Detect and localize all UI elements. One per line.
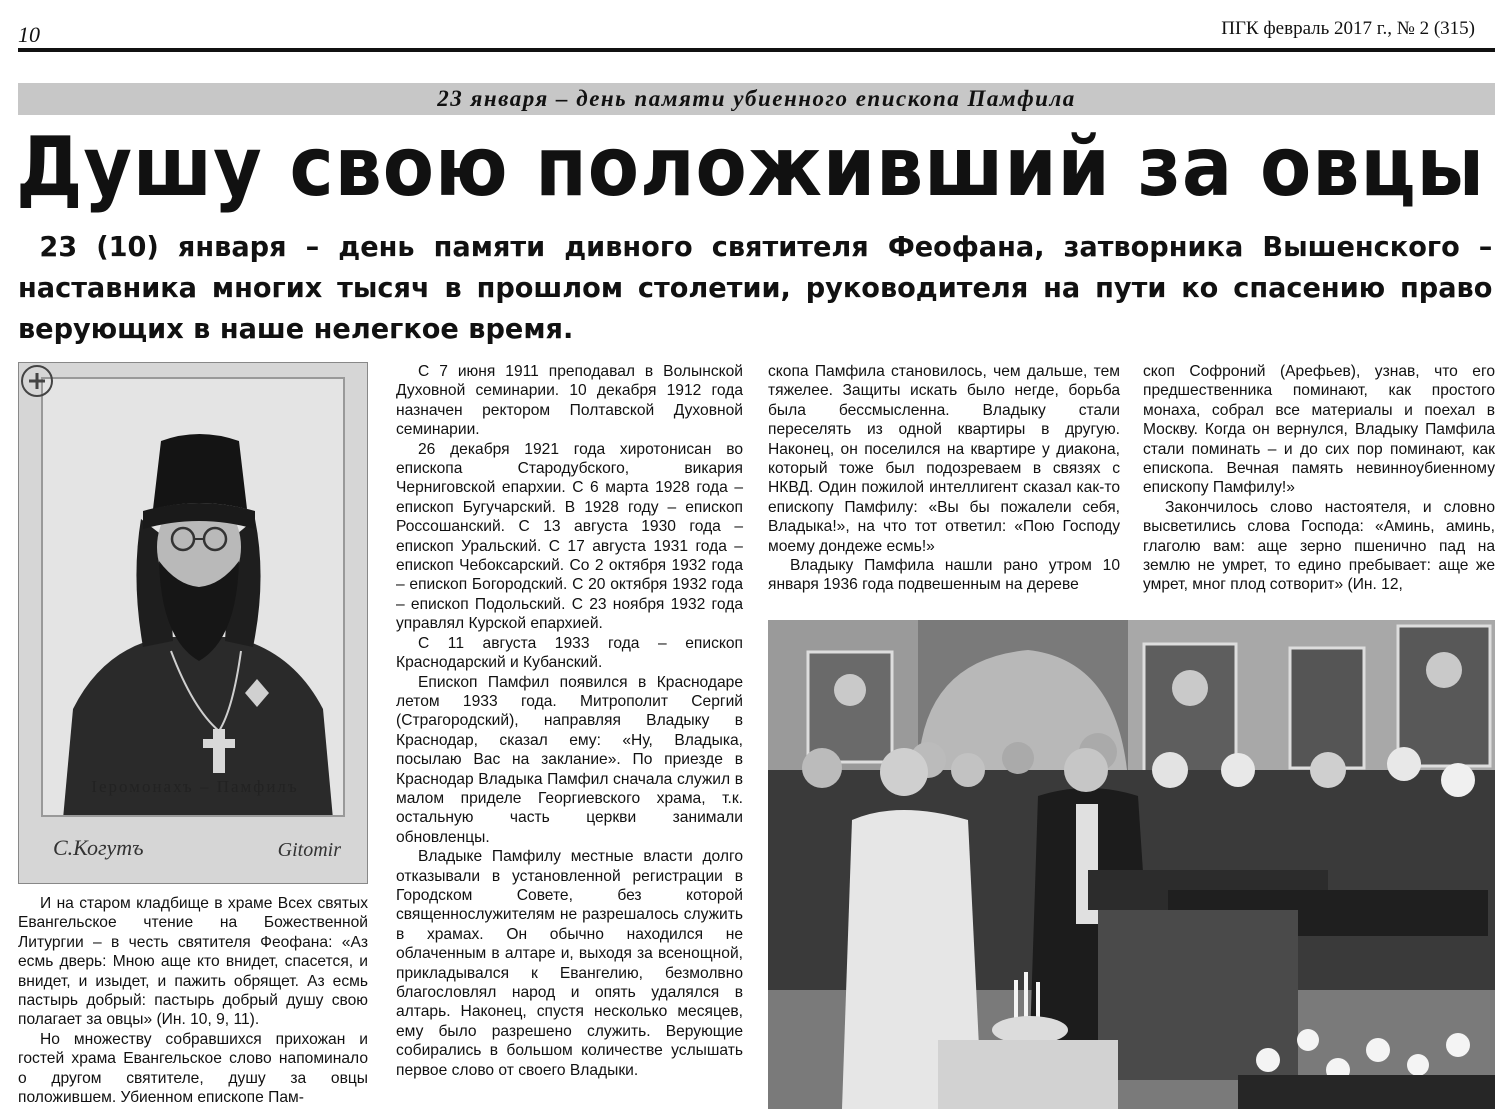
portrait-caption: Iеромонахъ – Памфилъ <box>91 777 299 796</box>
paragraph: скоп Софроний (Арефьев), узнав, что его предшественника поминают, как простого монаха, собрал все материалы и поехал в Москву. Когда он вернулся, Владыку Памфила стали поминать – и до сих пор поминают, как епископа. Вечная память невинноубиенному епископу Памфилу!» <box>1143 363 1495 497</box>
page-number: 10 <box>18 22 40 47</box>
paragraph: Владыку Памфила нашли рано утром 10 января 1936 года подвешенным на дереве <box>768 557 1120 594</box>
kicker-band <box>18 83 1495 115</box>
paragraph: Епископ Памфил появился в Краснодаре летом 1933 года. Митрополит Сергий (Страгородский), направляя Владыку в Краснодар, сказал ему: «Ну, Владыка, посылаю Вас на заклание». По приезде в Краснодар Владыка Памфил сначала служил в малом приделе Георгиевского храма, т.к. остальную часть церкви занимали обновленцы. <box>396 673 743 846</box>
paragraph: Но множеству собравшихся прихожан и гостей храма Евангельское слово напоминало о другом святителе, душу за овцы положившем. Убиенном епископе Пам- <box>18 1030 368 1107</box>
paragraph: С 7 июня 1911 преподавал в Волынской Духовной семинарии. 10 декабря 1912 года назначен ректором Полтавской Духовной семинарии. <box>396 363 743 439</box>
text-column-4 <box>1143 362 1495 595</box>
portrait-frame <box>41 377 345 817</box>
text-column-2 <box>396 362 743 1080</box>
text-column-1 <box>18 894 368 1107</box>
top-rule <box>18 48 1495 52</box>
paragraph: И на старом кладбище в храме Всех святых Евангельское чтение на Божественной Литургии – в честь святителя Феофана: «Аз есмь дверь: Мною аще кто внидет, спасется, и внидет, и изыдет, и пажить обрящет. Аз есмь пастырь добрый: пастырь добрый душу свою полагает за овцы» (Ин. 10, 9, 11). <box>18 895 368 1029</box>
text-column-3 <box>768 362 1120 595</box>
studio-signature: С.Когутъ <box>53 835 144 860</box>
studio-emblem-icon <box>19 363 55 399</box>
portrait-photo <box>18 362 368 884</box>
issue-info: ПГК февраль 2017 г., № 2 (315) <box>1221 18 1475 39</box>
paragraph: Владыке Памфилу местные власти долго отказывали в установленной регистрации в Городском Совете, без которой священнослужителям не разрешалось служить в храмах. Он обычно находился не облаченным в алтаре и, выходя за всенощной, прикладывался к Евангелию, безмолвно благословлял народ и опять удалялся в алтарь. Наконец, спустя несколько месяцев, ему было разрешено служить. Верующие собирались в большом количестве услышать первое слово от своего Владыки. <box>396 848 743 1079</box>
lead-paragraph: 23 (10) января – день памяти дивного святителя Феофана, затворника Вышенского – наставника многих тысяч в прошлом столетии, руководителя на пути ко спасению право верующих в наше нелегкое время. <box>18 230 1493 345</box>
portrait-figure <box>43 379 345 817</box>
paragraph: 26 декабря 1921 года хиротонисан во епископа Стародубского, викария Черниговской епархии. С 6 марта 1928 года – епископ Бугучарский. В 1928 году – епископ Россошанский. С 13 августа 1930 года – епископ Уральский. С 17 августа 1931 года – епископ Чебоксарский. Со 2 октября 1932 года – епископ Богородский. С 20 октября 1932 года – епископ Подольский. С 23 ноября 1932 года управлял Курской епархией. <box>396 440 743 633</box>
church-scene <box>768 620 1495 1109</box>
studio-city: Gitomir <box>277 839 341 861</box>
headline: Душу свою положивший за овцы <box>16 120 1485 215</box>
kicker-text: 23 января – день памяти убиенного епископа Памфила <box>437 86 1076 111</box>
paragraph: Закончилось слово настоятеля, и словно высветились слова Господа: «Аминь, аминь, глаголю вам: аще зерно пшенично пад на землю не умрет, то едино пребывает: аще же умрет, мног плод сотворит» (Ин. 12, <box>1143 498 1495 594</box>
church-service-photo <box>768 620 1495 1109</box>
paragraph: С 11 августа 1933 года – епископ Краснодарский и Кубанский. <box>396 634 743 672</box>
paragraph: скопа Памфила становилось, чем дальше, тем тяжелее. Защиты искать было негде, борьба была бессмысленна. Владыку стали переселять из одной квартиры в другую. Наконец, он поселился на квартире у диакона, который тоже был подозреваем в связях с НКВД. Один пожилой интеллигент сказал как-то епископу Памфилу: «Вы бы пожалели себя, Владыка!», на что тот ответил: «Пою Господу моему дондеже есмь!» <box>768 363 1120 555</box>
